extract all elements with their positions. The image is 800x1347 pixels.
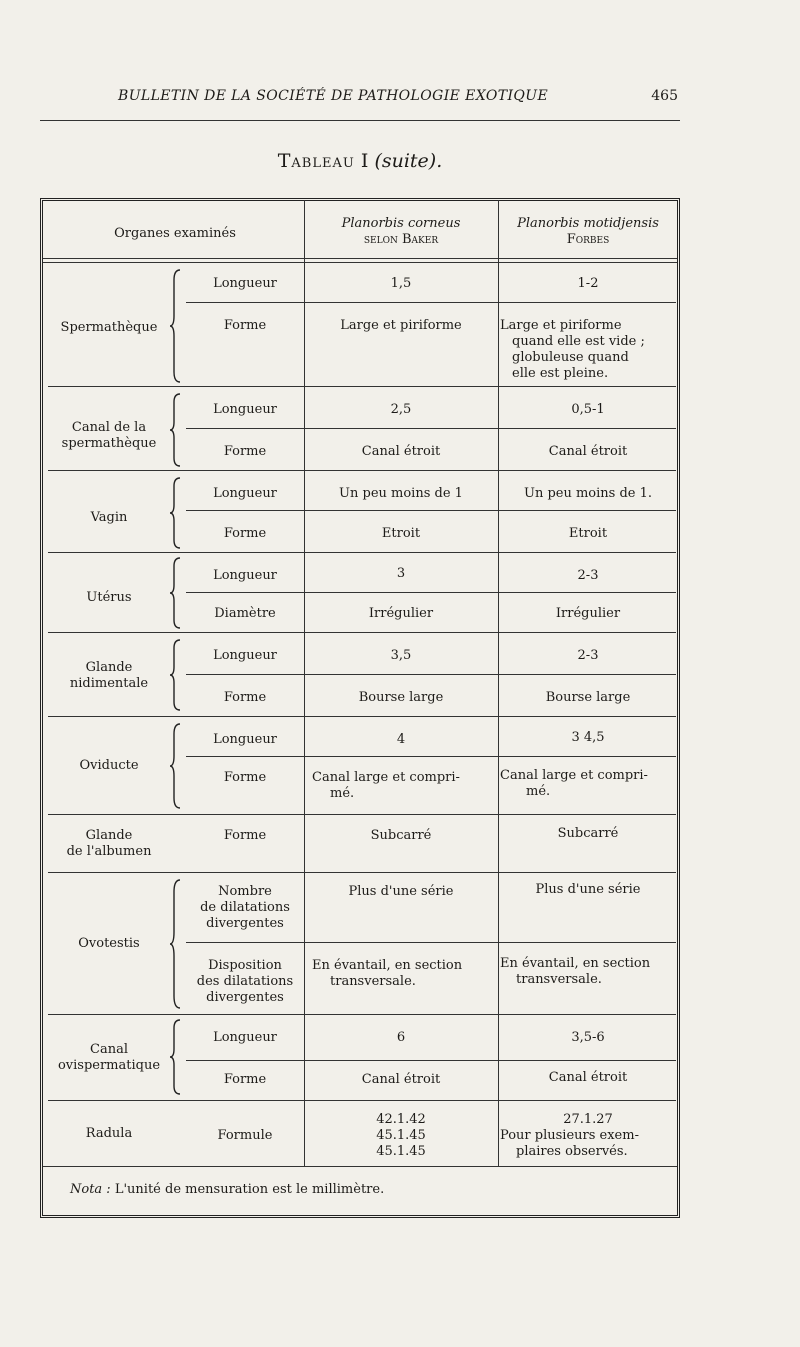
param-label: Forme [223, 690, 267, 705]
motidjensis-value: Irrégulier [555, 606, 621, 621]
page-number: 465 [651, 88, 678, 104]
group-separator [48, 552, 676, 553]
group-separator [48, 1014, 676, 1015]
corneus-value: 2,5 [390, 402, 412, 417]
motidjensis-value: Canal étroit [548, 1070, 628, 1085]
motidjensis-value: En évantail, en section [500, 956, 651, 971]
param-label: divergentes [206, 990, 284, 1005]
brace-icon [168, 268, 184, 384]
group-separator [48, 716, 676, 717]
corneus-value: 45.1.45 [376, 1128, 426, 1143]
corneus-value: Un peu moins de 1 [339, 486, 463, 501]
motidjensis-value: globuleuse quand [512, 350, 629, 365]
organ-label-radula: Radula [85, 1126, 133, 1141]
group-separator [48, 1100, 676, 1101]
motidjensis-value: plaires observés. [516, 1144, 628, 1159]
row-separator [186, 592, 676, 593]
motidjensis-value: 1-2 [577, 276, 599, 291]
organ-label-canal-ovispermatique: Canal [90, 1042, 128, 1057]
param-label: Longueur [213, 1030, 277, 1045]
corneus-value: Canal large et compri- [312, 770, 460, 785]
param-label: Forme [223, 444, 267, 459]
column-rule [498, 200, 499, 1166]
footnote-text: L'unité de mensuration est le millimètre. [114, 1182, 385, 1197]
motidjensis-value: Subcarré [557, 826, 619, 841]
row-separator [186, 302, 676, 303]
corneus-value: 45.1.45 [376, 1144, 426, 1159]
motidjensis-value: 2-3 [577, 648, 599, 663]
table-title [0, 150, 720, 172]
row-separator [186, 510, 676, 511]
corneus-value: Canal étroit [361, 444, 441, 459]
organ-label-canal-sperm: spermathèque [61, 436, 157, 451]
corneus-value: 3,5 [390, 648, 412, 663]
organ-label-glande-nidimentale: nidimentale [69, 676, 149, 691]
motidjensis-value: Pour plusieurs exem- [500, 1128, 639, 1143]
motidjensis-value: Etroit [568, 526, 608, 541]
motidjensis-value: 0,5-1 [571, 402, 605, 417]
brace-icon [168, 556, 184, 630]
group-separator [48, 632, 676, 633]
param-label: Forme [223, 770, 267, 785]
brace-icon [168, 878, 184, 1010]
motidjensis-value: mé. [526, 784, 551, 799]
corneus-value: mé. [330, 786, 355, 801]
organ-label-oviducte: Oviducte [79, 758, 139, 773]
table-title-number: I [360, 150, 369, 172]
motidjensis-value: quand elle est vide ; [512, 334, 645, 349]
motidjensis-value: Canal large et compri- [500, 768, 648, 783]
brace-icon [168, 638, 184, 712]
table-title-suffix: (suite). [374, 150, 443, 172]
brace-icon [168, 392, 184, 468]
row-separator [186, 1060, 676, 1061]
corneus-value: Subcarré [370, 828, 432, 843]
param-label: Longueur [213, 648, 277, 663]
param-label: Forme [223, 828, 267, 843]
organ-label-uterus: Utérus [86, 590, 132, 605]
corneus-value: transversale. [330, 974, 416, 989]
param-label: Longueur [213, 276, 277, 291]
motidjensis-value: 2-3 [577, 568, 599, 583]
motidjensis-value: Large et piriforme [500, 318, 622, 333]
organ-label-canal-sperm: Canal de la [71, 420, 147, 435]
corneus-value: 42.1.42 [376, 1112, 426, 1127]
group-separator [48, 872, 676, 873]
corneus-value: 3 [396, 566, 406, 581]
row-separator [186, 756, 676, 757]
col-header-corneus-author: selon Baker [363, 232, 439, 247]
param-label: Forme [223, 526, 267, 541]
col-header-motidjensis-name: Planorbis motidjensis [517, 216, 659, 231]
organ-label-glande-nidimentale: Glande [85, 660, 133, 675]
header-rule [40, 120, 680, 121]
motidjensis-value: Plus d'une série [535, 882, 641, 897]
group-separator [48, 470, 676, 471]
column-rule [304, 200, 305, 1166]
corneus-value: 1,5 [390, 276, 412, 291]
motidjensis-value: Bourse large [545, 690, 631, 705]
header-separator [43, 258, 677, 259]
param-label: Diamètre [214, 606, 276, 621]
param-label: divergentes [206, 916, 284, 931]
corneus-value: Large et piriforme [340, 318, 462, 333]
organ-label-canal-ovispermatique: ovispermatique [57, 1058, 161, 1073]
brace-icon [168, 722, 184, 810]
motidjensis-value: transversale. [516, 972, 602, 987]
journal-title: BULLETIN DE LA SOCIÉTÉ DE PATHOLOGIE EXOTIQUE [118, 88, 549, 104]
corneus-value: Irrégulier [368, 606, 434, 621]
organ-label-glande-albumen: Glande [85, 828, 133, 843]
param-label: Longueur [213, 568, 277, 583]
corneus-value: Bourse large [358, 690, 444, 705]
param-label: Longueur [213, 402, 277, 417]
param-label: de dilatations [200, 900, 290, 915]
param-label: Longueur [213, 732, 277, 747]
footnote-label: Nota : [70, 1182, 111, 1197]
col-header-organs: Organes examinés [114, 226, 236, 241]
organ-label-ovotestis: Ovotestis [78, 936, 140, 951]
motidjensis-value: Canal étroit [548, 444, 628, 459]
organ-label-spermatheque: Spermathèque [60, 320, 158, 335]
corneus-value: 4 [396, 732, 406, 747]
brace-icon [168, 1018, 184, 1096]
table-title-label: Tableau [277, 150, 355, 172]
corneus-value: Plus d'une série [348, 884, 454, 899]
corneus-value: Canal étroit [361, 1072, 441, 1087]
param-label: des dilatations [196, 974, 294, 989]
table-bottom-rule [43, 1166, 677, 1167]
param-label: Nombre [218, 884, 272, 899]
organ-label-glande-albumen: de l'albumen [66, 844, 152, 859]
table-footnote [70, 1182, 384, 1197]
brace-icon [168, 476, 184, 550]
param-label: Disposition [208, 958, 282, 973]
motidjensis-value: elle est pleine. [512, 366, 609, 381]
motidjensis-value: Un peu moins de 1. [523, 486, 653, 501]
param-label: Forme [223, 1072, 267, 1087]
motidjensis-value: 3 4,5 [571, 730, 605, 745]
group-separator [48, 814, 676, 815]
row-separator [186, 942, 676, 943]
corneus-value: En évantail, en section [312, 958, 463, 973]
corneus-value: 6 [396, 1030, 406, 1045]
col-header-corneus-name: Planorbis corneus [341, 216, 461, 231]
row-separator [186, 674, 676, 675]
group-separator [48, 386, 676, 387]
col-header-motidjensis-author: Forbes [566, 232, 610, 247]
running-header [118, 88, 678, 112]
organ-label-vagin: Vagin [90, 510, 128, 525]
param-label: Formule [217, 1128, 273, 1143]
param-label: Longueur [213, 486, 277, 501]
row-separator [186, 428, 676, 429]
header-separator [43, 262, 677, 263]
param-label: Forme [223, 318, 267, 333]
motidjensis-value: 27.1.27 [563, 1112, 613, 1127]
corneus-value: Etroit [381, 526, 421, 541]
motidjensis-value: 3,5-6 [571, 1030, 605, 1045]
